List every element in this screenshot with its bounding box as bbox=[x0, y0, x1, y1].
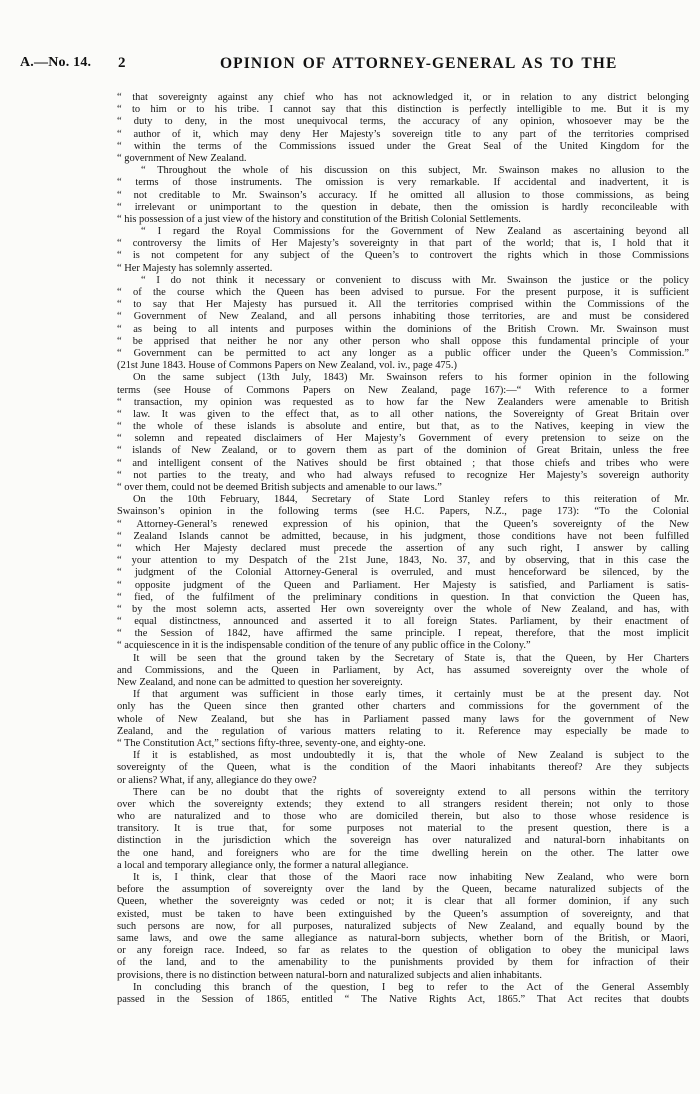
text-line: “ Throughout the whole of his discussion on this subject, Mr. Swainson makes no allusion to the bbox=[141, 165, 689, 177]
running-title: OPINION OF ATTORNEY-GENERAL AS TO THE bbox=[220, 55, 618, 72]
text-line: “ judgment of the Colonial Attorney-General is overruled, and must henceforward be silenced, by the bbox=[117, 567, 689, 579]
text-line: It will be seen that the ground taken by the Secretary of State is, that the Queen, by Her Charters bbox=[133, 652, 689, 664]
text-line: “ government of New Zealand. bbox=[117, 152, 247, 164]
text-line: of the land, and to the amenability to the punishments provided by them for infraction of their bbox=[117, 957, 689, 969]
text-line: “ Attorney-General’s renewed expression of his opinion, that the Queen’s sovereignty of the New bbox=[117, 518, 689, 530]
text-line: There can be no doubt that the rights of sovereignty extend to all persons within the territory bbox=[133, 786, 689, 798]
page-header bbox=[20, 55, 680, 77]
text-line: such persons are now, for all purposes, naturalized subjects of New Zealand, and equally bound by the bbox=[117, 920, 689, 932]
text-line: If that argument was sufficient in those early times, it certainly must be at the present day. Not bbox=[133, 689, 689, 701]
text-line: “ opposite judgment of the Queen and Parliament. Her Majesty is satisfied, and Parliament is satis- bbox=[117, 579, 689, 591]
text-line: “ controversy the limits of Her Majesty’s sovereignty in that part of the world; that is, I hold that it bbox=[117, 238, 689, 250]
text-line: “ as being to all intents and purposes within the dominions of the British Crown. Mr. Swainson must bbox=[117, 323, 689, 335]
text-line: and Commissions, and the Queen in Parliament, by Act, has assumed sovereignty over the whole of bbox=[117, 664, 689, 676]
text-line: “ not parties to the treaty, and who had always refused to recognize Her Majesty’s sovereign authority bbox=[117, 469, 689, 481]
text-line: only has the Queen since then granted other charters and commissions for the government of the bbox=[117, 701, 689, 713]
text-line: whole of New Zealand, but she has in Parliament passed many laws for the government of New bbox=[117, 713, 689, 725]
text-line: “ not creditable to Mr. Swainson’s accuracy. If he omitted all allusion to those commissions, as being bbox=[117, 189, 689, 201]
text-line: “ and intelligent consent of the Natives should be first obtained ; that those chiefs and tribes who were bbox=[117, 457, 689, 469]
text-line: Zealand, and the regulation of various matters relating to it. Reference may especially be made to bbox=[117, 725, 689, 737]
text-line: “ I do not think it necessary or convenient to discuss with Mr. Swainson the justice or the policy bbox=[141, 274, 689, 286]
text-line: “ within the terms of the Commissions issued under the Great Seal of the United Kingdom for the bbox=[117, 140, 689, 152]
text-line: “ of the course which the Queen has been advised to pursue. For the present purpose, it is sufficient bbox=[117, 287, 689, 298]
text-line: who are naturalized and to those who are domiciled therein, but also to those whose residence is bbox=[117, 811, 689, 823]
text-line: a local and temporary allegiance only, the former a natural allegiance. bbox=[117, 859, 409, 871]
text-line: “ duty to deny, in the most unequivocal terms, the accuracy of any opinion, whosoever may be the bbox=[117, 116, 689, 128]
text-line: before the assumption of sovereignty over the land by the Queen, became naturalized subjects of the bbox=[117, 884, 689, 896]
text-line: “ over them, could not be deemed British subjects and amenable to our laws.” bbox=[117, 482, 442, 493]
text-line: “ the whole of these islands is absolute and entire, but that, as to the Natives, keeping in view the bbox=[117, 421, 689, 433]
text-line: “ is not competent for any subject of the Queen’s to controvert the rights which in those Commissions bbox=[117, 250, 689, 262]
paper-reference: A.—No. 14. bbox=[20, 55, 92, 70]
text-line: “ acquiescence in it is the indispensable condition of the tenure of any public office in the Colony.” bbox=[117, 640, 531, 652]
text-line: “ law. It was given to the effect that, as to all other nations, the Sovereignty of Great Britain over bbox=[117, 408, 689, 420]
text-line: “ fied, of the fulfilment of the preliminary conditions in question. In that conviction the Queen has, bbox=[117, 591, 689, 603]
text-line: “ Government can be permitted to act any longer as a public officer under the Queen’s Commission.” bbox=[117, 347, 689, 359]
text-line: “ be apprised that neither he nor any other person who shall oppose this fundamental principle of your bbox=[117, 335, 689, 347]
text-line: or aliens? What, if any, allegiance do they owe? bbox=[117, 774, 317, 786]
text-line: “ Zealand Islands cannot be admitted, because, in his judgment, those conditions have not been fulfilled bbox=[117, 530, 689, 542]
text-line: It is, I think, clear that those of the Maori race now inhabiting New Zealand, who were born bbox=[133, 872, 689, 883]
text-line: provisions, there is no distinction between natural-born and naturalized subjects and alien inhabitants. bbox=[117, 969, 542, 981]
text-line: the one hand, and foreigners who are for the time dwelling herein on the other. The latter owe bbox=[117, 847, 689, 859]
text-line: distinction in the jurisdiction which the sovereign has over naturalized and natural-born inhabitants on bbox=[117, 835, 689, 847]
text-line: “ Government of New Zealand, and all persons inhabiting those territories, are and must be considered bbox=[117, 311, 689, 323]
text-line: “ Her Majesty has solemnly asserted. bbox=[117, 262, 273, 274]
text-line: terms (see House of Commons Papers on New Zealand, page 167):—“ With reference to a former bbox=[117, 384, 689, 396]
text-line: In concluding this branch of the question, I beg to refer to the Act of the General Assembly bbox=[133, 981, 689, 993]
text-line: “ irrelevant or unimportant to the question in debate, then the omission is hardly reconcileable with bbox=[117, 201, 689, 213]
text-line: New Zealand, and none can be admitted to question her sovereignty. bbox=[117, 677, 403, 688]
text-line: “ The Constitution Act,” sections fifty-three, seventy-one, and eighty-one. bbox=[117, 737, 426, 749]
text-line: On the same subject (13th July, 1843) Mr. Swainson refers to his former opinion in the following bbox=[133, 372, 689, 384]
text-line: “ the Session of 1842, have affirmed the same principle. I repeat, therefore, that the most implicit bbox=[117, 628, 689, 640]
text-line: “ which Her Majesty declared must precede the assertion of any such right, I answer by calling bbox=[117, 542, 689, 554]
text-line: “ your attention to my Despatch of the 21st June, 1843, No. 37, and by observing, that in this case the bbox=[117, 555, 689, 567]
text-line: If it is established, as most undoubtedly it is, that the whole of New Zealand is subject to the bbox=[133, 750, 689, 762]
text-line: Swainson’s opinion in the following terms (see H.C. Papers, N.Z., page 173): “To the Colonial bbox=[117, 506, 689, 518]
body-text bbox=[117, 92, 689, 1006]
text-line: “ that sovereignty against any chief who has not acknowledged it, or in relation to any district belonging bbox=[117, 92, 689, 103]
text-line: existed, must be taken to have been extinguished by the Queen’s assumption of sovereignty, and that bbox=[117, 908, 689, 920]
text-line: passed in the Session of 1865, entitled “ The Native Rights Act, 1865.” That Act recites that doubts bbox=[117, 993, 689, 1005]
text-line: same laws, and owe the same allegiance as natural-born subjects, whether born of the British, or Maori, bbox=[117, 932, 689, 944]
text-line: sovereignty of the Queen, what is the condition of the Maori inhabitants thereof? Are they subjects bbox=[117, 762, 689, 774]
text-line: “ by the most solemn acts, asserted Her own sovereignty over the whole of New Zealand, and has, with bbox=[117, 603, 689, 615]
text-line: (21st June 1843. House of Commons Papers on New Zealand, vol. iv., page 475.) bbox=[117, 360, 457, 372]
text-line: “ solemn and repeated disclaimers of Her Majesty’s Government of every pretension to seize on the bbox=[117, 433, 689, 445]
page-number: 2 bbox=[118, 55, 126, 71]
text-line: or any foreign race. Indeed, so far as relates to the question of obligation to obey the municipal laws bbox=[117, 945, 689, 957]
text-line: “ to say that Her Majesty has pursued it. All the territories comprised within the Commissions of the bbox=[117, 299, 689, 311]
text-line: Queen, whether the sovereignty was ceded or not; it is clear that all former dominion, if any such bbox=[117, 896, 689, 908]
text-line: “ terms of those instruments. The omission is very remarkable. If accidental and inadvertent, it is bbox=[117, 177, 689, 189]
text-line: “ transaction, my opinion was requested as to how far the New Zealanders were amenable to British bbox=[117, 396, 689, 408]
text-line: over which the sovereignty extends; they extend to all strangers resident therein; not only to those bbox=[117, 798, 689, 810]
text-line: “ his possession of a just view of the history and constitution of the British Colonial Settlements. bbox=[117, 213, 521, 225]
text-line: “ author of it, which may deny Her Majesty’s sovereign title to any part of the territories comprised bbox=[117, 128, 689, 140]
text-line: “ islands of New Zealand, or to govern them as part of the dominion of Great Britain, unless the free bbox=[117, 445, 689, 457]
text-line: “ I regard the Royal Commissions for the Government of New Zealand as ascertaining beyond all bbox=[141, 226, 689, 238]
text-line: On the 10th February, 1844, Secretary of State Lord Stanley refers to this reiteration of Mr. bbox=[133, 494, 689, 506]
text-line: transitory. It is true that, for some purposes not material to the present question, there is a bbox=[117, 823, 689, 835]
text-line: “ equal distinctness, announced and asserted it to all foreign States. Parliament, by their enactment of bbox=[117, 616, 689, 628]
text-line: “ to him or to his tribe. I cannot say that this distinction is perfectly intelligible to me. But it is my bbox=[117, 104, 689, 116]
